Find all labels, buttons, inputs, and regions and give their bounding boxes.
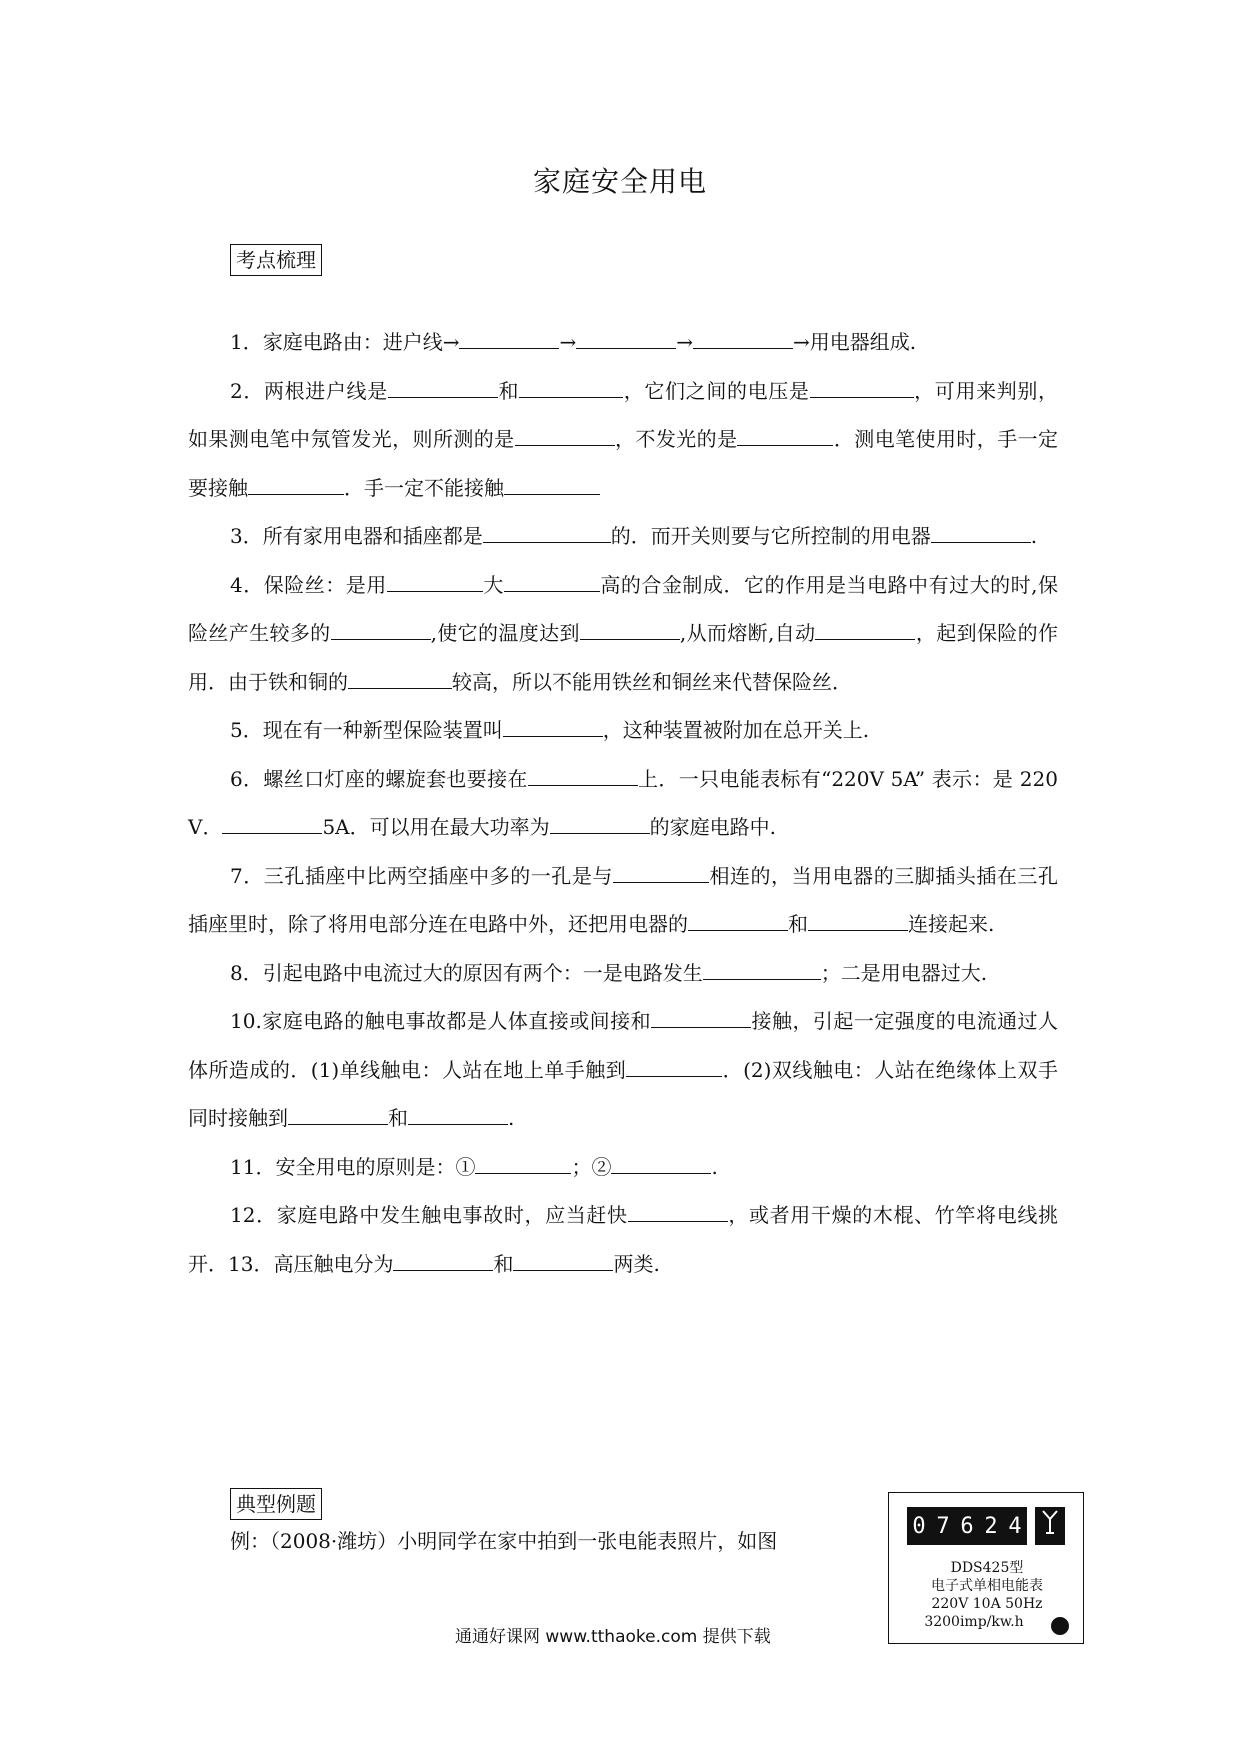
text: 和 bbox=[788, 912, 808, 936]
question-2 bbox=[188, 367, 1058, 513]
answer-blank[interactable] bbox=[519, 377, 623, 398]
text: ，起到保险的作用．由于铁和铜的 bbox=[188, 621, 1059, 694]
question-1 bbox=[188, 318, 1058, 367]
text: 7．三孔插座中比两空插座中多的一孔是与 bbox=[230, 863, 613, 888]
answer-blank[interactable] bbox=[504, 571, 600, 592]
text: ，可用来判别，如果测电笔中氖管发光，则所测的是 bbox=[188, 378, 1059, 451]
answer-blank[interactable] bbox=[503, 716, 603, 737]
answer-blank[interactable] bbox=[393, 1250, 493, 1271]
text: 和 bbox=[388, 1106, 408, 1130]
answer-blank[interactable] bbox=[348, 668, 452, 689]
question-8 bbox=[188, 949, 1058, 998]
answer-blank[interactable] bbox=[576, 328, 676, 349]
text: →用电器组成. bbox=[793, 330, 917, 354]
question-10 bbox=[188, 997, 1058, 1143]
question-6 bbox=[188, 755, 1058, 852]
answer-blank[interactable] bbox=[331, 619, 431, 640]
answer-blank[interactable] bbox=[613, 862, 709, 883]
text: 12．家庭电路中发生触电事故时，应当赶快 bbox=[230, 1203, 628, 1227]
question-5 bbox=[188, 706, 1058, 755]
meter-digit: 2 bbox=[984, 1513, 998, 1539]
text: ．(2)双线触电：人站在绝缘体上双手同时接触到 bbox=[188, 1057, 1058, 1130]
answer-blank[interactable] bbox=[388, 377, 498, 398]
text: ，它们之间的电压是 bbox=[623, 378, 810, 403]
question-11 bbox=[188, 1143, 1058, 1192]
text: 相连的，当用电器的三脚插头插在三孔插座里时，除了将用电部分连在电路中外，还把用电器的 bbox=[188, 863, 1059, 936]
meter-digits bbox=[907, 1507, 1027, 1545]
text: 较高，所以不能用铁丝和铜丝来代替保险丝． bbox=[452, 669, 852, 694]
answer-blank[interactable] bbox=[475, 1153, 571, 1174]
answer-blank[interactable] bbox=[737, 425, 833, 446]
answer-blank[interactable] bbox=[651, 1007, 751, 1028]
footer-text: 通通好课网 www.tthaoke.com 提供下载 bbox=[455, 1627, 771, 1647]
answer-blank[interactable] bbox=[459, 328, 559, 349]
text: 1．家庭电路由：进户线→ bbox=[230, 330, 460, 354]
question-3 bbox=[188, 512, 1058, 561]
answer-blank[interactable] bbox=[515, 425, 615, 446]
answer-blank[interactable] bbox=[504, 474, 600, 495]
text: ；二是用电器过大. bbox=[820, 960, 988, 985]
text: → bbox=[676, 330, 694, 354]
answer-blank[interactable] bbox=[611, 1153, 711, 1174]
text: . bbox=[711, 1154, 718, 1179]
answer-blank[interactable] bbox=[387, 571, 483, 592]
answer-blank[interactable] bbox=[626, 1056, 722, 1077]
section-heading-examples: 典型例题 bbox=[230, 1488, 322, 1520]
answer-blank[interactable] bbox=[931, 522, 1031, 543]
text: 高的合金制成．它的作用是当电路中有过大的时,保险丝产生较多的 bbox=[188, 572, 1058, 645]
meter-model: DDS425型 bbox=[950, 1560, 1024, 1576]
meter-digit: 4 bbox=[1008, 1513, 1022, 1539]
text: ．手一定不能接触 bbox=[344, 475, 504, 500]
section-heading-key-points: 考点梳理 bbox=[230, 244, 322, 276]
question-7 bbox=[188, 852, 1058, 949]
meter-digit: 0 bbox=[912, 1513, 926, 1539]
answer-blank[interactable] bbox=[810, 377, 914, 398]
text: 5A．可以用在最大功率为 bbox=[322, 815, 550, 839]
text: ，不发光的是 bbox=[614, 427, 738, 451]
question-4 bbox=[188, 561, 1058, 707]
text: 4．保险丝：是用 bbox=[230, 572, 387, 597]
text: 上．一只电能表标有“220V 5A” 表示：是 220 V． bbox=[188, 766, 1058, 839]
text: ，这种装置被附加在总开关上. bbox=[602, 718, 870, 742]
text: . bbox=[1030, 524, 1038, 548]
text: 连接起来. bbox=[908, 912, 995, 936]
answer-blank[interactable] bbox=[703, 959, 821, 980]
answer-blank[interactable] bbox=[808, 910, 908, 931]
question-12-13 bbox=[188, 1191, 1058, 1288]
text: 两类. bbox=[613, 1251, 660, 1276]
answer-blank[interactable] bbox=[580, 619, 680, 640]
meter-constant: 3200imp/kw.h bbox=[924, 1614, 1024, 1630]
answer-blank[interactable] bbox=[693, 328, 793, 349]
answer-blank[interactable] bbox=[628, 1201, 728, 1222]
text: 8．引起电路中电流过大的原因有两个：一是电路发生 bbox=[230, 960, 703, 985]
text: 11．安全用电的原则是：① bbox=[230, 1154, 476, 1179]
text: ；② bbox=[571, 1154, 612, 1179]
meter-rating: 220V 10A 50Hz bbox=[931, 1596, 1043, 1612]
example-text: 例：（2008·潍坊）小明同学在家中拍到一张电能表照片，如图 bbox=[230, 1529, 778, 1553]
text: 的．而开关则要与它所控制的用电器 bbox=[610, 524, 931, 548]
text: 和 bbox=[493, 1251, 514, 1276]
answer-blank[interactable] bbox=[513, 1250, 613, 1271]
answer-blank[interactable] bbox=[550, 813, 650, 834]
meter-name: 电子式单相电能表 bbox=[931, 1578, 1043, 1594]
text: 和 bbox=[497, 378, 520, 403]
meter-digit: 7 bbox=[936, 1513, 950, 1539]
text: → bbox=[559, 330, 577, 354]
text: 的家庭电路中. bbox=[649, 815, 776, 839]
answer-blank[interactable] bbox=[408, 1104, 508, 1125]
answer-blank[interactable] bbox=[528, 765, 638, 786]
text: 接触，引起一定强度的电流通过人体所造成的．(1)单线触电：人站在地上单手触到 bbox=[188, 1009, 1058, 1082]
answer-blank[interactable] bbox=[248, 474, 344, 495]
text: . bbox=[508, 1106, 515, 1130]
text: 大 bbox=[482, 572, 504, 597]
answer-blank[interactable] bbox=[483, 522, 611, 543]
answer-blank[interactable] bbox=[815, 619, 915, 640]
kwh-icon bbox=[1035, 1507, 1065, 1545]
answer-blank[interactable] bbox=[288, 1104, 388, 1125]
page-title: 家庭安全用电 bbox=[532, 165, 707, 198]
text: 3．所有家用电器和插座都是 bbox=[230, 524, 483, 548]
text: 2．两根进户线是 bbox=[230, 378, 388, 403]
answer-blank[interactable] bbox=[222, 813, 322, 834]
text: 6．螺丝口灯座的螺旋套也要接在 bbox=[230, 766, 528, 791]
text: ，或者用干燥的木棍、竹竿将电线挑开．13．高压触电分为 bbox=[188, 1203, 1059, 1276]
text: 5．现在有一种新型保险装置叫 bbox=[230, 718, 503, 742]
question-list bbox=[188, 318, 1058, 1288]
text: ,使它的温度达到 bbox=[430, 621, 580, 645]
indicator-dot-icon bbox=[1051, 1617, 1069, 1635]
text: ．测电笔使用时，手一定要接触 bbox=[188, 427, 1059, 500]
answer-blank[interactable] bbox=[688, 910, 788, 931]
electricity-meter-figure bbox=[888, 1492, 1084, 1644]
text: 10.家庭电路的触电事故都是人体直接或间接和 bbox=[230, 1009, 652, 1033]
text: ,从而熔断,自动 bbox=[679, 621, 816, 645]
meter-digit: 6 bbox=[960, 1513, 974, 1539]
